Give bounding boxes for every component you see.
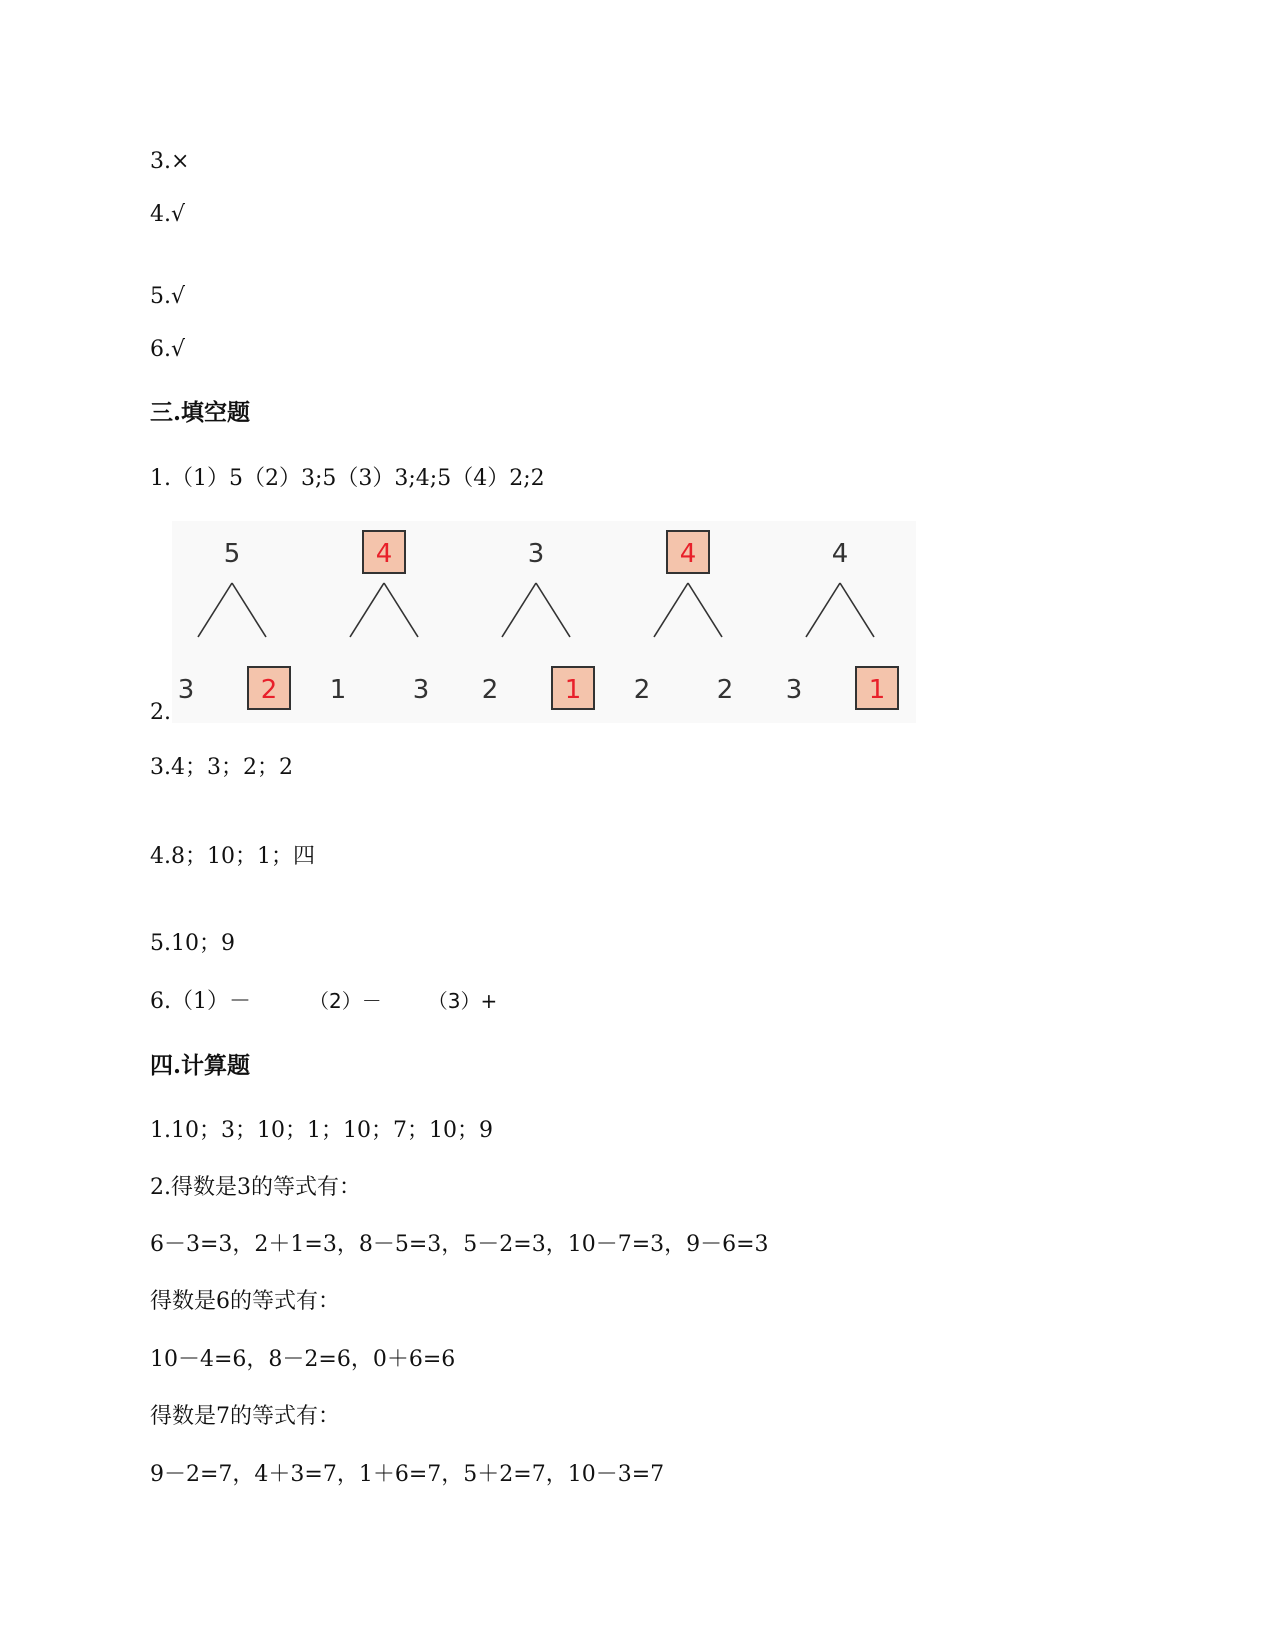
tree-top-number: 5 [223, 539, 241, 569]
tree-branch-right [840, 583, 874, 637]
answer-number: 3. [150, 149, 171, 174]
answer-6-part-3: （3）+ [427, 989, 498, 1013]
tree-branch-left [198, 583, 232, 637]
answer-mark: × [171, 149, 190, 174]
fill-in-answer-2-label: 2. [150, 700, 171, 725]
answer-6-part-2: （2）－ [309, 989, 382, 1013]
number-decomposition-diagram [172, 521, 916, 723]
tree-branch-right [536, 583, 570, 637]
section-heading-calculation: 四.计算题 [150, 1052, 251, 1079]
tree-branch-left [806, 583, 840, 637]
tree-branch-right [384, 583, 418, 637]
calculation-answer-1: 1.10；3；10；1；10；7；10；9 [150, 1118, 493, 1143]
fill-in-answer-6 [150, 987, 497, 1016]
answer-item [150, 336, 185, 364]
tree-branch-right [232, 583, 266, 637]
tree-left-number: 2 [481, 675, 499, 705]
equations-result-7: 9－2=7，4＋3=7，1＋6=7，5＋2=7，10－3=7 [150, 1462, 665, 1487]
intro-result-7: 得数是7的等式有： [150, 1404, 340, 1429]
answer-number: 5. [150, 284, 171, 309]
section-heading-fill-in: 三.填空题 [150, 399, 251, 426]
fill-in-answer-5: 5.10；9 [150, 931, 235, 956]
tree-top-number: 4 [375, 539, 393, 569]
tree-right-number: 2 [260, 675, 278, 705]
equations-result-3: 6－3=3，2＋1=3，8－5=3，5－2=3，10－7=3，9－6=3 [150, 1232, 769, 1257]
answer-mark: √ [171, 284, 186, 309]
calculation-answer-2-intro: 2.得数是3的等式有： [150, 1175, 361, 1200]
equations-result-6: 10－4=6，8－2=6，0＋6=6 [150, 1347, 456, 1372]
fill-in-answer-4: 4.8；10；1；四 [150, 844, 315, 869]
fill-in-answer-1: 1.（1）5（2）3;5（3）3;4;5（4）2;2 [150, 466, 545, 491]
decomposition-svg [172, 521, 916, 723]
answer-number: 4. [150, 202, 171, 227]
fill-in-answer-3: 3.4；3；2；2 [150, 755, 293, 780]
tree-right-number: 1 [868, 675, 886, 705]
tree-branch-left [654, 583, 688, 637]
answer-item [150, 283, 185, 311]
tree-left-number: 3 [785, 675, 803, 705]
tree-branch-right [688, 583, 722, 637]
answer-mark: √ [171, 337, 186, 362]
tree-right-number: 3 [412, 675, 430, 705]
answer-number: 6. [150, 337, 171, 362]
tree-branch-left [350, 583, 384, 637]
tree-right-number: 1 [564, 675, 582, 705]
tree-top-number: 4 [831, 539, 849, 569]
tree-top-number: 3 [527, 539, 545, 569]
answer-6-part-1: 6.（1）－ [150, 989, 251, 1014]
answer-item [150, 201, 185, 229]
tree-left-number: 3 [177, 675, 195, 705]
tree-left-number: 1 [329, 675, 347, 705]
tree-right-number: 2 [716, 675, 734, 705]
tree-left-number: 2 [633, 675, 651, 705]
intro-result-6: 得数是6的等式有： [150, 1289, 340, 1314]
tree-top-number: 4 [679, 539, 697, 569]
tree-branch-left [502, 583, 536, 637]
answer-mark: √ [171, 202, 186, 227]
answer-item [150, 148, 189, 176]
